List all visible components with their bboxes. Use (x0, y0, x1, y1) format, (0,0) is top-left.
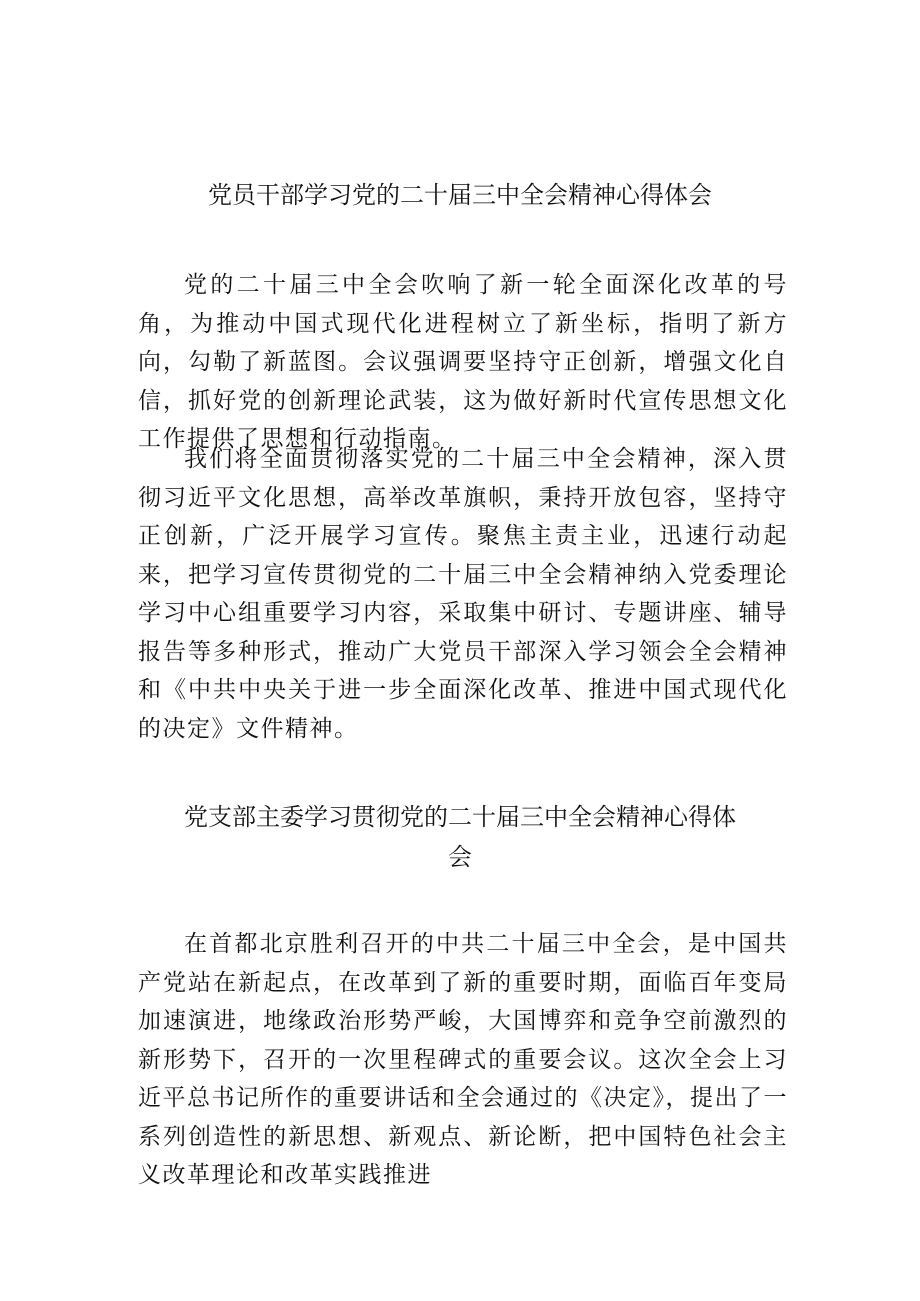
section-2-title (0, 797, 920, 877)
section-1-paragraph-1: 党的二十届三中全会吹响了新一轮全面深化改革的号角，为推动中国式现代化进程树立了新坐标，指明了新方向，勾勒了新蓝图。会议强调要坚持守正创新，增强文化自信，抓好党的创新理论武装，这为做好新时代宣传思想文化工作提供了思想和行动指南。 (138, 272, 788, 452)
section-2-title-line-2: 会 (448, 843, 472, 871)
section-2-title-line-1: 党支部主委学习贯彻党的二十届三中全会精神心得体 (184, 803, 736, 831)
section-2-paragraph-1: 在首都北京胜利召开的中共二十届三中全会，是中国共产党站在新起点，在改革到了新的重要时期，面临百年变局加速演进，地缘政治形势严峻，大国博弈和竞争空前激烈的新形势下，召开的一次里程碑式的重要会议。这次全会上习近平总书记所作的重要讲话和全会通过的《决定》，提出了一系列创造性的新思想、新观点、新论断，把中国特色社会主义改革理论和改革实践推进 (138, 931, 788, 1188)
section-1-title: 党员干部学习党的二十届三中全会精神心得体会 (208, 181, 712, 209)
section-1-paragraph-2: 我们将全面贯彻落实党的二十届三中全会精神，深入贯彻习近平文化思想，高举改革旗帜，秉持开放包容，坚持守正创新，广泛开展学习宣传。聚焦主责主业，迅速行动起来，把学习宣传贯彻党的二十届三中全会精神纳入党委理论学习中心组重要学习内容，采取集中研讨、专题讲座、辅导报告等多种形式，推动广大党员干部深入学习领会全会精神和《中共中央关于进一步全面深化改革、推进中国式现代化的决定》文件精神。 (138, 446, 788, 742)
